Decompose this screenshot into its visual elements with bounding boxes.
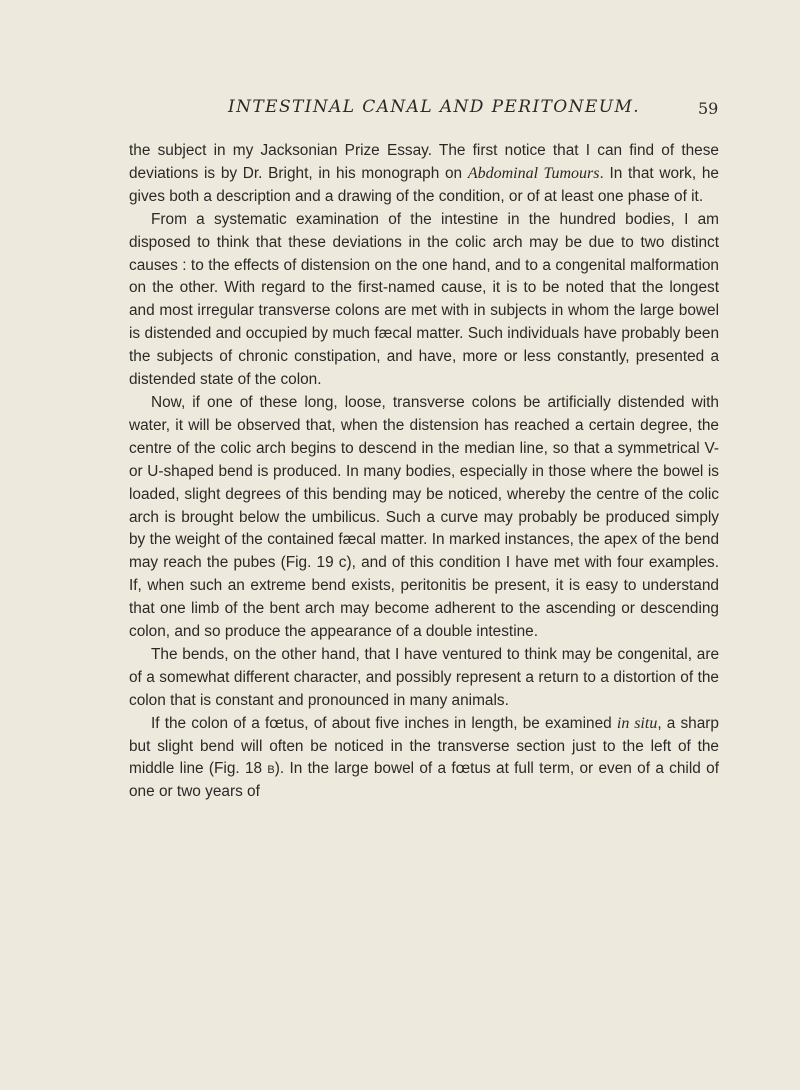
paragraph-3: Now, if one of these long, loose, transverse colons be artificially distended with water, it will be observed that, when the distension has reached a certain degree, the centre of the colic arch begins to descend in the median line, so that a symmetrical V- or U-shaped bend is produced. In many bodies, especially in those where the bowel is loaded, slight degrees of this bending may be noticed, whereby the centre of the colic arch is brought below the umbilicus. Such a curve may probably be produced simply by the weight of the contained fæcal matter. In marked instances, the apex of the bend may reach the pubes (Fig. 19 c), and of this condition I have met with four examples. If, when such an extreme bend exists, peritonitis be present, it is easy to understand that one limb of the bent arch may become adherent to the ascending or descending colon, and so produce the appearance of a double intestine. (129, 393, 719, 641)
paragraph-2: From a systematic examination of the intestine in the hundred bodies, I am disposed to think that these deviations in the colic arch may be due to two distinct causes : to the effects of distension on the one hand, and to a congenital malformation on the other. With regard to the first-named cause, it is to be noted that the longest and most irregular transverse colons are met with in subjects in whom the large bowel is distended and occupied by much fæcal matter. Such individuals have probably been the subjects of chronic constipation, and have, more or less constantly, presented a distended state of the colon. (129, 210, 719, 389)
body-text (129, 140, 719, 804)
running-head (0, 97, 800, 127)
running-title: INTESTINAL CANAL AND PERITONEUM. (228, 97, 641, 117)
paragraph-4: The bends, on the other hand, that I have ventured to think may be congenital, are of a somewhat different character, and possibly represent a return to a distortion of the colon that is constant and pronounced in many animals. (129, 645, 719, 709)
book-title-abdominal-tumours: Abdominal Tumours (467, 164, 600, 182)
term-in-situ: in situ (616, 714, 658, 732)
page-number: 59 (698, 99, 719, 118)
figure-letter-b: b (267, 760, 275, 778)
paragraph-1 (129, 140, 719, 209)
paragraph-5-text-middle: , a sharp but slight bend will often be noticed in the transverse section just to the left of the middle line (Fig. 18 (129, 714, 719, 778)
paragraph-1-text-after: . In that work, he gives both a description and a drawing of the condition, or of at least one phase of it. (129, 164, 719, 205)
paragraph-1-text-before: the subject in my Jacksonian Prize Essay. The first notice that I can find of these deviations is by Dr. Bright, in his monograph on (129, 142, 719, 182)
paragraph-5 (129, 713, 719, 805)
paragraph-5-text-after: ). In the large bowel of a fœtus at full term, or even of a child of one or two years of (129, 760, 719, 801)
paragraph-5-text-before: If the colon of a fœtus, of about five inches in length, be examined (151, 714, 617, 732)
